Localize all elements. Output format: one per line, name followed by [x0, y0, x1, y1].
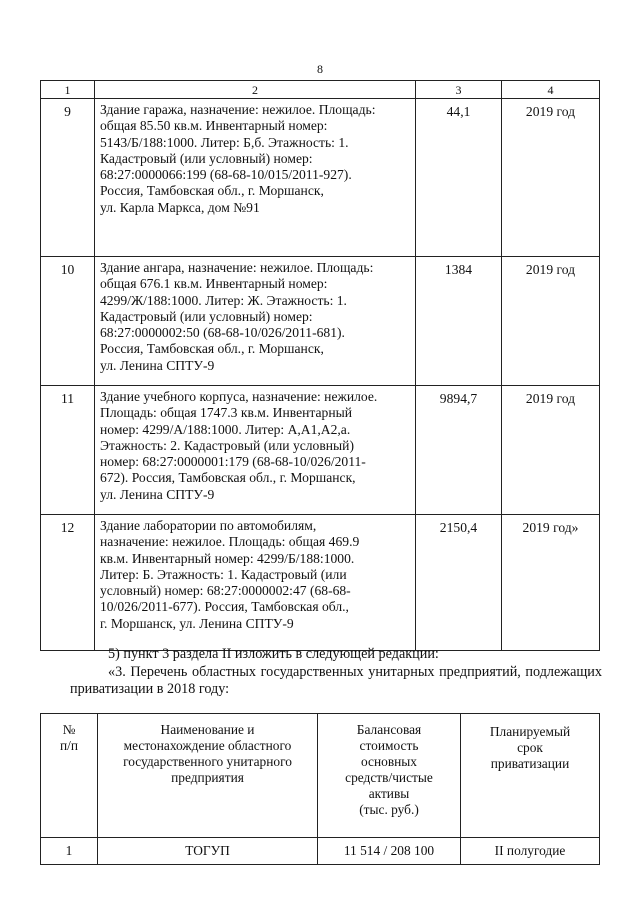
description-line: г. Моршанск, ул. Ленина СПТУ-9 [100, 615, 294, 631]
description-line: номер: 68:27:0000001:179 (68-68-10/026/2011- [100, 454, 366, 470]
header-line: государственного унитарного [123, 754, 292, 769]
header-cell: 1 [41, 81, 95, 99]
table-row [41, 838, 600, 865]
header-cell: 2 [95, 81, 416, 99]
description-line: ул. Карла Маркса, дом №91 [100, 199, 260, 215]
description-line: Здание ангара, назначение: нежилое. Площадь: [100, 260, 374, 275]
description-line: 5143/Б/188:1000. Литер: Б,б. Этажность: 1. [100, 134, 349, 150]
property-description [95, 99, 416, 257]
table-header-row [41, 714, 600, 838]
description-line: Здание гаража, назначение: нежилое. Площадь: [100, 102, 376, 117]
description-line: Литер: Б. Этажность: 1. Кадастровый (или [100, 566, 347, 582]
header-line: Наименование и [160, 722, 255, 737]
header-line: активы [368, 786, 410, 801]
year-cell: 2019 год» [502, 515, 600, 651]
page-number: 8 [317, 62, 323, 76]
year-cell: 2019 год [502, 257, 600, 386]
description-line: 68:27:0000066:199 (68-68-10/015/2011-927). [100, 167, 352, 183]
header-cell: 3 [416, 81, 502, 99]
row-number: 11 [41, 386, 95, 515]
header-line: п/п [59, 738, 79, 753]
description-line: 672). Россия, Тамбовская обл., г. Моршанск, [100, 470, 356, 486]
description-line: Кадастровый (или условный) номер: [100, 308, 313, 324]
table-row [41, 386, 600, 515]
description-line: ул. Ленина СПТУ-9 [100, 486, 215, 502]
header-line: Балансовая [356, 722, 422, 737]
header-line: основных [360, 754, 417, 769]
value-cell: 44,1 [416, 99, 502, 257]
description-line: ул. Ленина СПТУ-9 [100, 357, 215, 373]
header-cell-number [41, 714, 98, 838]
section-heading-paragraph: «3. Перечень областных государственных унитарных предприятий, подлежащих приватизации в 2018 году: [70, 664, 602, 697]
property-description [95, 515, 416, 651]
header-line: предприятия [171, 770, 244, 785]
description-line: общая 85.50 кв.м. Инвентарный номер: [100, 118, 328, 134]
enterprise-name: ТОГУП [98, 838, 318, 865]
property-description [95, 386, 416, 515]
header-line: Планируемый [489, 724, 571, 739]
description-line: Здание учебного корпуса, назначение: нежилое. [100, 389, 378, 404]
value-cell: 1384 [416, 257, 502, 386]
balance-value: 11 514 / 208 100 [318, 838, 461, 865]
description-line: Этажность: 2. Кадастровый (или условный) [100, 437, 354, 453]
table-row [41, 257, 600, 386]
header-line: средств/чистые [345, 770, 433, 785]
description-line: Кадастровый (или условный) номер: [100, 150, 313, 166]
description-line: Россия, Тамбовская обл., г. Моршанск, [100, 183, 324, 199]
description-line: 4299/Ж/188:1000. Литер: Ж. Этажность: 1. [100, 292, 347, 308]
year-cell: 2019 год [502, 99, 600, 257]
property-description [95, 257, 416, 386]
description-line: кв.м. Инвентарный номер: 4299/Б/188:1000. [100, 550, 355, 566]
header-line: местонахождение областного [123, 738, 292, 753]
description-line: 10/026/2011-677). Россия, Тамбовская обл., [100, 599, 349, 615]
header-cell-balance [318, 714, 461, 838]
row-number: 12 [41, 515, 95, 651]
description-line: назначение: нежилое. Площадь: общая 469.9 [100, 534, 360, 550]
header-cell-period [461, 714, 600, 838]
enterprise-table [40, 713, 600, 865]
row-number: 9 [41, 99, 95, 257]
description-line: 68:27:0000002:50 (68-68-10/026/2011-681). [100, 325, 345, 341]
description-line: Здание лаборатории по автомобилям, [100, 518, 317, 533]
row-number: 10 [41, 257, 95, 386]
header-line: срок [517, 740, 543, 755]
header-line: приватизации [490, 756, 570, 771]
header-line: стоимость [359, 738, 419, 753]
description-line: общая 676.1 кв.м. Инвентарный номер: [100, 276, 328, 292]
description-line: Россия, Тамбовская обл., г. Моршанск, [100, 341, 324, 357]
value-cell: 9894,7 [416, 386, 502, 515]
description-line: номер: 4299/А/188:1000. Литер: А,А1,А2,а. [100, 421, 351, 437]
year-cell: 2019 год [502, 386, 600, 515]
value-cell: 2150,4 [416, 515, 502, 651]
header-cell-name [98, 714, 318, 838]
table-row [41, 99, 600, 257]
header-line: № [62, 722, 76, 737]
header-cell: 4 [502, 81, 600, 99]
privatization-period: II полугодие [461, 838, 600, 865]
table-header-row [41, 81, 600, 99]
table-row [41, 515, 600, 651]
amendment-paragraph: 5) пункт 3 раздела II изложить в следующей редакции: [108, 646, 439, 662]
description-line: условный) номер: 68:27:0000002:47 (68-68- [100, 583, 351, 599]
row-number: 1 [41, 838, 98, 865]
header-line: (тыс. руб.) [359, 802, 419, 817]
property-table [40, 80, 600, 651]
description-line: Площадь: общая 1747.3 кв.м. Инвентарный [100, 405, 353, 421]
